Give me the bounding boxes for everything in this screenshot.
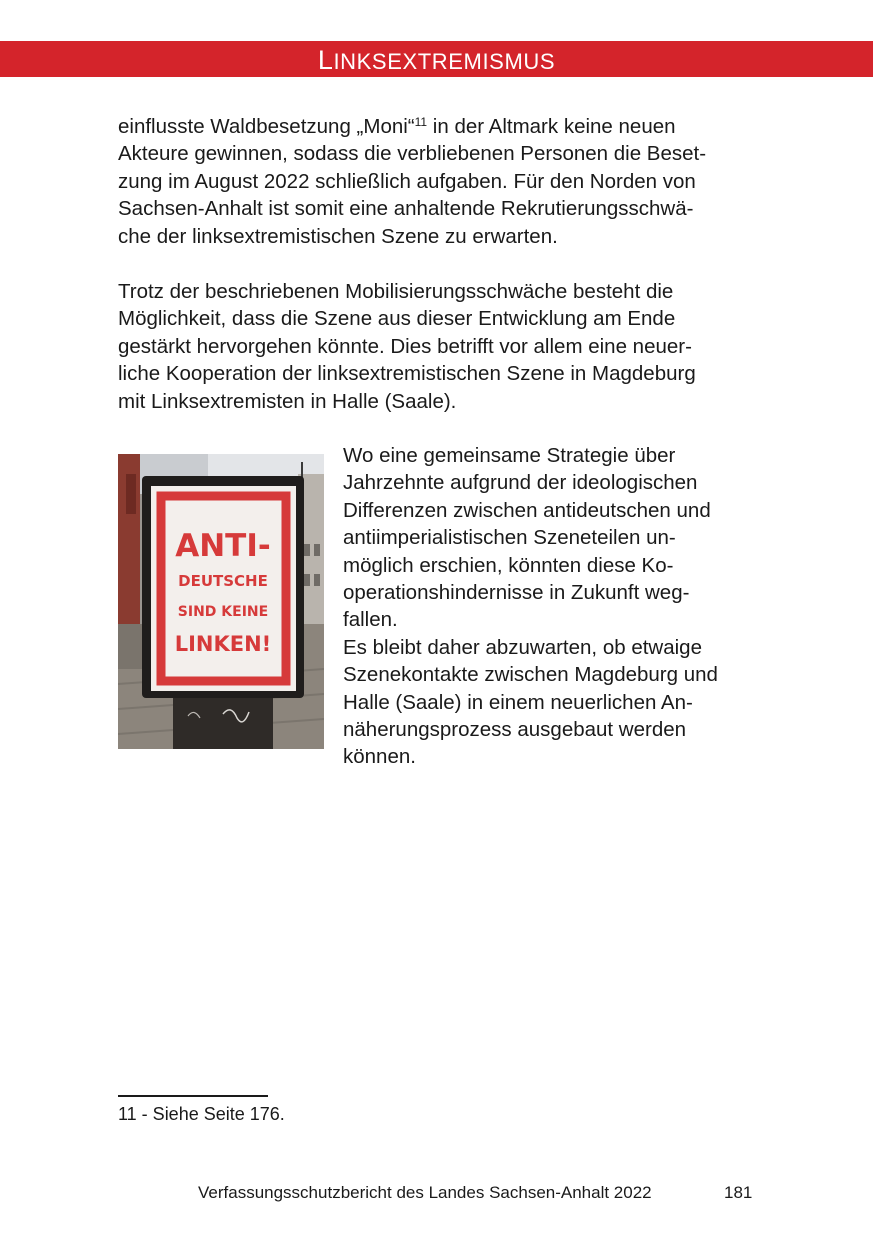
paragraph-3 <box>343 442 763 771</box>
paragraph-line: Es bleibt daher abzuwarten, ob etwaige <box>343 635 702 659</box>
paragraph-line: Möglichkeit, dass die Szene aus dieser Entwicklung am Ende <box>118 307 676 331</box>
paragraph-line: Szenekontakte zwischen Magdeburg und <box>343 663 718 687</box>
footnote-divider <box>118 1095 268 1097</box>
paragraph-line: fallen. <box>343 608 398 632</box>
footer-publication-title: Verfassungsschutzbericht des Landes Sachsen-Anhalt 2022 <box>198 1183 652 1202</box>
paragraph-line: Akteure gewinnen, sodass die verbliebenen Personen die Beset- <box>118 142 707 166</box>
paragraph-line: gestärkt hervorgehen könnte. Dies betrifft vor allem eine neuer- <box>118 334 692 358</box>
page-number: 181 <box>724 1183 753 1202</box>
paragraph-line: Sachsen-Anhalt ist somit eine anhaltende Rekrutierungsschwä- <box>118 197 694 221</box>
poster-text-line: LINKEN! <box>174 632 272 656</box>
footnote-reference: 11 <box>414 115 428 129</box>
paragraph-line: zung im August 2022 schließlich aufgaben. Für den Norden von <box>118 169 696 193</box>
paragraph-line: möglich erschien, könnten diese Ko- <box>343 553 674 577</box>
section-title: LINKSEXTREMISMUS <box>317 45 556 75</box>
paragraph-line: Trotz der beschriebenen Mobilisierungsschwäche besteht die <box>118 280 674 303</box>
poster-photo <box>118 454 324 749</box>
paragraph-line: näherungsprozess ausgebaut werden <box>343 718 687 742</box>
paragraph-1 <box>118 113 758 250</box>
paragraph-line: liche Kooperation der linksextremistischen Szene in Magdeburg <box>118 362 696 386</box>
paragraph-line: Differenzen zwischen antideutschen und <box>343 498 711 522</box>
poster-text-line: DEUTSCHE <box>178 572 268 590</box>
paragraph-line: einflusste Waldbesetzung „Moni“$^{11}$ in der Altmark keine neuen <box>118 115 676 138</box>
paragraph-line: Halle (Saale) in einem neuerlichen An- <box>343 690 693 714</box>
paragraph-line: mit Linksextremisten in Halle (Saale). <box>118 389 457 413</box>
paragraph-line: können. <box>343 745 416 769</box>
poster-text-line: ANTI- <box>175 528 271 564</box>
paragraph-line: Wo eine gemeinsame Strategie über <box>343 444 676 467</box>
paragraph-line: che der linksextremistischen Szene zu erwarten. <box>118 224 558 248</box>
paragraph-line: antiimperialistischen Szeneteilen un- <box>343 526 676 550</box>
footnote: 11 - Siehe Seite 176. <box>118 1104 285 1124</box>
paragraph-2 <box>118 278 758 415</box>
poster-text-line: SIND KEINE <box>177 604 269 620</box>
paragraph-line: operationshindernisse in Zukunft weg- <box>343 581 690 605</box>
paragraph-line: Jahrzehnte aufgrund der ideologischen <box>343 471 698 495</box>
section-header-bar <box>0 41 873 77</box>
